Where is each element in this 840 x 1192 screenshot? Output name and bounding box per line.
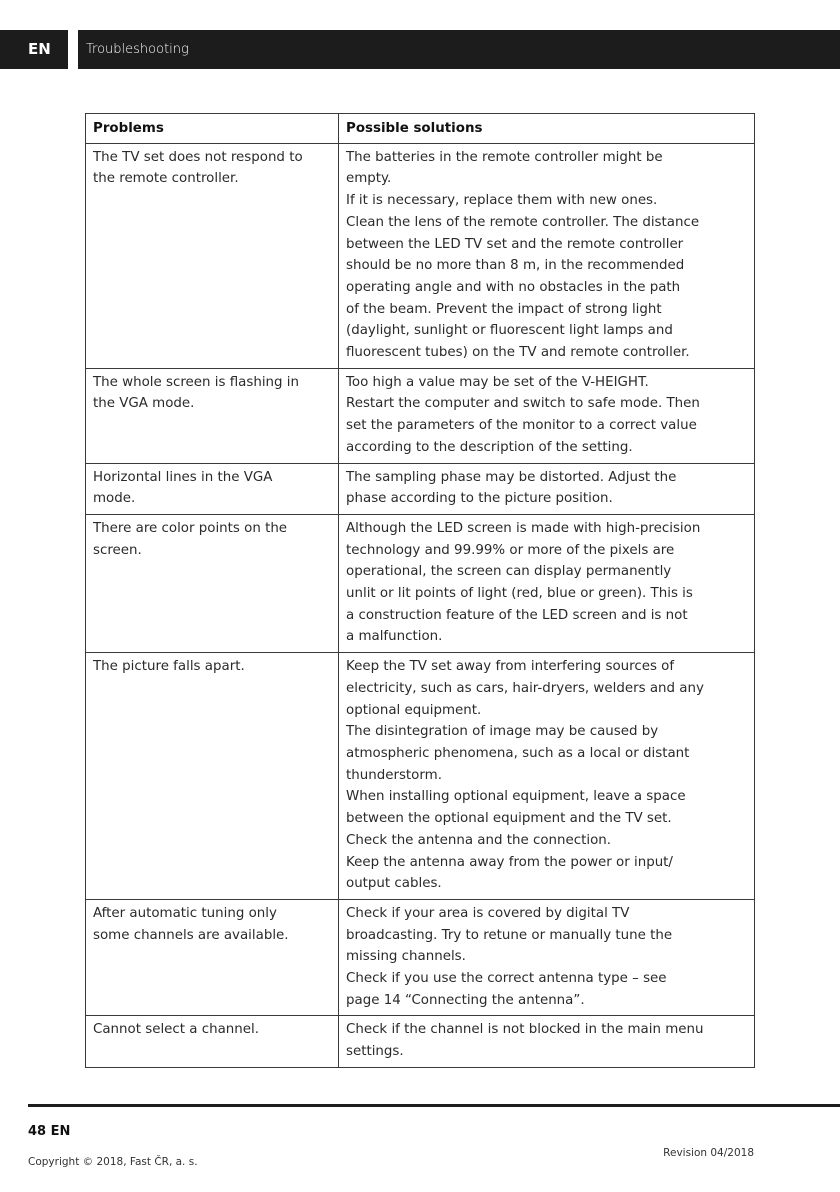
copyright-notice: Copyright © 2018, Fast ČR, a. s. <box>28 1156 198 1168</box>
language-label: EN <box>28 40 51 58</box>
table-row <box>86 653 755 900</box>
solution-line: a malfunction. <box>346 629 443 645</box>
revision-label: Revision 04/2018 <box>663 1147 754 1159</box>
solution-line: settings. <box>346 1044 404 1060</box>
solution-line: Check if you use the correct antenna type – see <box>346 971 667 987</box>
problem-cell <box>86 463 339 514</box>
solution-line: missing channels. <box>346 949 466 965</box>
solution-line: between the LED TV set and the remote controller <box>346 236 684 252</box>
solution-line: set the parameters of the monitor to a correct value <box>346 418 697 434</box>
problem-line: The TV set does not respond to <box>93 149 303 165</box>
solution-line: broadcasting. Try to retune or manually tune the <box>346 927 673 943</box>
troubleshooting-table <box>85 113 755 1068</box>
problem-line: mode. <box>93 491 136 507</box>
problem-line: screen. <box>93 542 142 558</box>
solution-cell <box>339 1016 755 1067</box>
problem-cell <box>86 514 339 652</box>
solution-line: output cables. <box>346 876 442 892</box>
solution-cell <box>339 463 755 514</box>
solution-line: a construction feature of the LED screen and is not <box>346 607 688 623</box>
problem-line: the VGA mode. <box>93 396 195 412</box>
problem-line: Cannot select a channel. <box>93 1022 259 1038</box>
table-row <box>86 1016 755 1067</box>
solution-line: Check if your area is covered by digital TV <box>346 905 630 921</box>
solution-line: unlit or lit points of light (red, blue or green). This is <box>346 586 693 602</box>
solution-line: of the beam. Prevent the impact of strong light <box>346 301 662 317</box>
header-divider <box>68 30 78 69</box>
problem-cell <box>86 653 339 900</box>
table-row <box>86 899 755 1016</box>
table-header-row <box>86 114 755 144</box>
problem-cell <box>86 1016 339 1067</box>
problem-line: There are color points on the <box>93 520 288 536</box>
solution-line: Keep the antenna away from the power or input/ <box>346 854 673 870</box>
problem-line: After automatic tuning only <box>93 905 277 921</box>
solution-line: should be no more than 8 m, in the recommended <box>346 258 685 274</box>
problem-cell <box>86 899 339 1016</box>
solution-line: thunderstorm. <box>346 767 442 783</box>
solution-cell <box>339 899 755 1016</box>
solution-line: If it is necessary, replace them with new ones. <box>346 193 658 209</box>
solution-line: Keep the TV set away from interfering sources of <box>346 659 675 675</box>
table-row <box>86 368 755 463</box>
problem-line: The whole screen is flashing in <box>93 374 300 390</box>
problem-cell <box>86 368 339 463</box>
solution-cell <box>339 143 755 368</box>
solution-line: fluorescent tubes) on the TV and remote controller. <box>346 345 690 361</box>
solution-line: When installing optional equipment, leave a space <box>346 789 686 805</box>
solution-line: operating angle and with no obstacles in the path <box>346 279 681 295</box>
footer-rule <box>28 1104 840 1107</box>
problem-cell <box>86 143 339 368</box>
solution-line: The sampling phase may be distorted. Adjust the <box>346 469 677 485</box>
solution-cell <box>339 653 755 900</box>
solution-line: electricity, such as cars, hair-dryers, welders and any <box>346 680 704 696</box>
table-row <box>86 143 755 368</box>
solution-line: Although the LED screen is made with high-precision <box>346 520 701 536</box>
problem-line: the remote controller. <box>93 171 239 187</box>
solution-line: The disintegration of image may be caused by <box>346 724 659 740</box>
solution-line: Check the antenna and the connection. <box>346 832 612 848</box>
problem-line: The picture falls apart. <box>93 659 245 675</box>
problem-line: Horizontal lines in the VGA <box>93 469 273 485</box>
solution-cell <box>339 368 755 463</box>
solution-line: page 14 “Connecting the antenna”. <box>346 992 585 1008</box>
solution-line: Restart the computer and switch to safe mode. Then <box>346 396 700 412</box>
section-title: Troubleshooting <box>86 42 189 57</box>
page-number: 48 EN <box>28 1124 71 1139</box>
solution-line: Too high a value may be set of the V-HEIGHT. <box>346 374 649 390</box>
column-header-problems: Problems <box>86 114 339 144</box>
solution-line: operational, the screen can display permanently <box>346 564 672 580</box>
solution-line: The batteries in the remote controller might be <box>346 149 663 165</box>
solution-line: Clean the lens of the remote controller. The distance <box>346 214 700 230</box>
table-row <box>86 514 755 652</box>
solution-line: Check if the channel is not blocked in the main menu <box>346 1022 704 1038</box>
solution-line: optional equipment. <box>346 702 482 718</box>
table-body <box>86 143 755 1067</box>
solution-line: between the optional equipment and the TV set. <box>346 811 672 827</box>
solution-line: (daylight, sunlight or fluorescent light lamps and <box>346 323 673 339</box>
solution-line: technology and 99.99% or more of the pixels are <box>346 542 675 558</box>
header-bar <box>0 30 840 69</box>
solution-line: empty. <box>346 171 392 187</box>
solution-cell <box>339 514 755 652</box>
problem-line: some channels are available. <box>93 927 289 943</box>
solution-line: phase according to the picture position. <box>346 491 613 507</box>
solution-line: atmospheric phenomena, such as a local or distant <box>346 745 690 761</box>
table-row <box>86 463 755 514</box>
solution-line: according to the description of the setting. <box>346 439 633 455</box>
column-header-solutions: Possible solutions <box>339 114 755 144</box>
